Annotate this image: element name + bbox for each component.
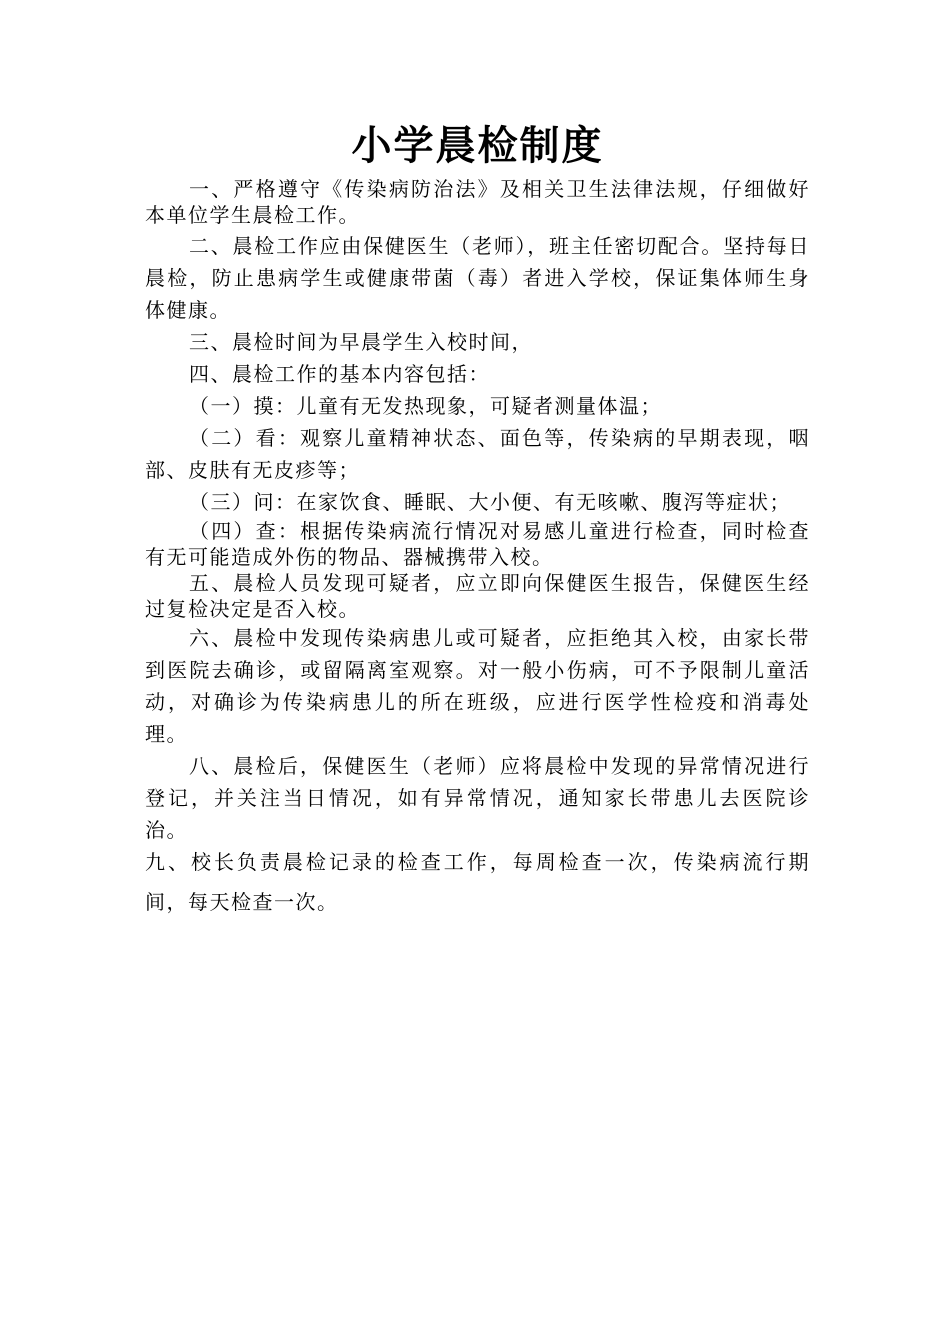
paragraph-2: 二、晨检工作应由保健医生（老师），班主任密切配合。坚持每日晨检，防止患病学生或健康带菌（毒）者进入学校，保证集体师生身体健康。 <box>145 234 810 322</box>
paragraph-1: 一、严格遵守《传染病防治法》及相关卫生法律法规，仔细做好本单位学生晨检工作。 <box>145 177 810 227</box>
paragraph-4: 四、晨检工作的基本内容包括： <box>189 362 490 386</box>
document-page <box>145 120 810 922</box>
paragraph-3: 三、晨检时间为早晨学生入校时间， <box>189 330 533 354</box>
paragraph-5: 五、晨检人员发现可疑者，应立即向保健医生报告，保健医生经过复检决定是否入校。 <box>145 571 810 621</box>
paragraph-4-2: （二）看：观察儿童精神状态、面色等，传染病的早期表现，咽部、皮肤有无皮疹等； <box>145 426 810 482</box>
document-title: 小学晨检制度 <box>351 122 604 169</box>
paragraph-4-4: （四）查：根据传染病流行情况对易感儿童进行检查，同时检查有无可能造成外伤的物品、器械携带入校。 <box>145 519 810 569</box>
paragraph-4-3: （三）问：在家饮食、睡眠、大小便、有无咳嗽、腹泻等症状； <box>189 490 791 514</box>
paragraph-4-1: （一）摸：儿童有无发热现象，可疑者测量体温； <box>189 394 662 418</box>
paragraph-8: 八、晨检后，保健医生（老师）应将晨检中发现的异常情况进行登记，并关注当日情况，如有异常情况，通知家长带患儿去医院诊治。 <box>145 754 810 842</box>
paragraph-9: 九、校长负责晨检记录的检查工作，每周检查一次，传染病流行期间，每天检查一次。 <box>145 850 810 914</box>
paragraph-6: 六、晨检中发现传染病患儿或可疑者，应拒绝其入校，由家长带到医院去确诊，或留隔离室观察。对一般小伤病，可不予限制儿童活动，对确诊为传染病患儿的所在班级，应进行医学性检疫和消毒处理。 <box>145 626 810 746</box>
